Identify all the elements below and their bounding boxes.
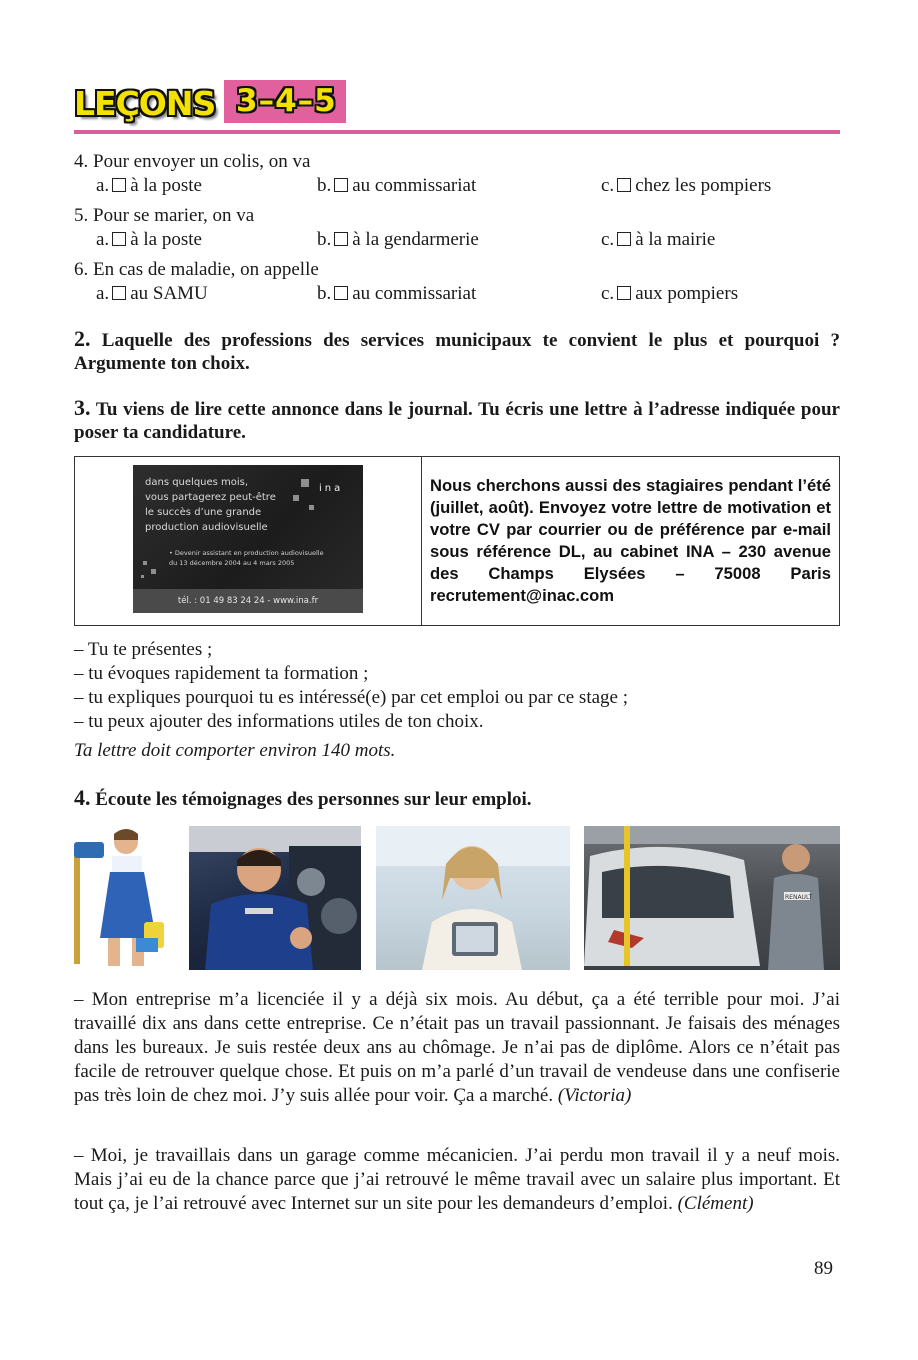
option-a [96,228,202,252]
ad-image-line: le succès d’une grande [145,507,262,518]
pixel-decoration [301,479,309,487]
option-c [601,282,738,306]
task-3 [74,396,840,444]
pixel-decoration [151,569,156,574]
option-c [601,228,715,252]
header-divider [74,130,840,134]
checkbox[interactable] [112,286,126,300]
lesson-numbers: 3–4–5 [236,83,337,119]
ad-image-line: vous partagerez peut-être [145,492,276,503]
checkbox[interactable] [617,286,631,300]
testimony-clement [74,1144,840,1216]
testimony-victoria [74,988,840,1108]
option-text: à la poste [130,229,202,250]
option-text: à la gendarmerie [352,229,479,250]
job-ad-table [74,456,840,626]
car-factory-photo [584,826,840,970]
cleaner-photo [74,826,174,970]
option-text: au commissariat [352,175,477,196]
testimony-speaker: (Clément) [677,1193,754,1214]
lesson-number-box [224,80,346,123]
ad-text: Nous cherchons aussi des stagiaires pendant l’été (juillet, août). Envoyez votre lettre de motivation et votre CV par courrier ou de préférence par e-mail sous référence DL, au cabinet INA – 230 avenue des Champs Elysées – 75008 Paris recrutement@inac.com [430,476,831,605]
mechanic-photo [189,826,361,970]
option-c [601,174,771,198]
page-number: 89 [814,1258,833,1279]
ad-small-text: du 13 décembre 2004 au 4 mars 2005 [169,559,295,567]
option-text: à la poste [130,175,202,196]
ad-footer: tél. : 01 49 83 24 24 - www.ina.fr [133,589,363,613]
checkbox[interactable] [334,286,348,300]
ina-ad-image [133,465,363,613]
table-divider [421,457,422,625]
option-text: au SAMU [130,283,208,304]
question-stem: 5. Pour se marier, on va [74,205,255,226]
option-b [317,174,476,198]
question-stem: 6. En cas de maladie, on appelle [74,259,319,280]
guideline-item: – tu évoques rapidement ta formation ; [74,663,369,684]
task-instruction: Laquelle des professions des services municipaux te convient le plus et pourquoi ? Argumente ton choix. [74,330,840,374]
option-b [317,282,476,306]
option-letter: b. [317,175,332,196]
checkbox[interactable] [617,178,631,192]
lesson-header [74,80,840,136]
guideline-item: – tu peux ajouter des informations utiles de ton choix. [74,711,484,732]
pixel-decoration [293,495,299,501]
option-letter: c. [601,175,615,196]
task-number: 3. [74,395,91,420]
question-stem: 4. Pour envoyer un colis, on va [74,151,311,172]
option-a [96,174,202,198]
option-text: à la mairie [635,229,716,250]
pixel-decoration [143,561,147,565]
ad-small-text: • Devenir assistant en production audiovisuelle [169,549,324,557]
option-letter: a. [96,229,110,250]
option-letter: b. [317,229,332,250]
option-letter: a. [96,283,110,304]
task-number: 4. [74,785,91,810]
testimony-speaker: (Victoria) [557,1085,632,1106]
ina-logo: ina [319,483,344,494]
saleswoman-photo [376,826,570,970]
ad-image-line: production audiovisuelle [145,522,268,533]
checkbox[interactable] [617,232,631,246]
option-text: au commissariat [352,283,477,304]
ad-image-line: dans quelques mois, [145,477,249,488]
pixel-decoration [309,505,314,510]
task-instruction: Écoute les témoignages des personnes sur leur emploi. [95,789,532,810]
testimony-text: – Moi, je travaillais dans un garage comme mécanicien. J’ai perdu mon travail il y a neuf mois. Mais j’ai eu de la chance parce que j’ai retrouvé le même travail avec un salaire plus important. Et tout ça, je l’ai retrouvé avec Internet sur un site pour les demandeurs d’emploi. [74,1145,840,1214]
renault-badge: RENAULT [785,894,813,901]
option-a [96,282,208,306]
option-b [317,228,479,252]
checkbox[interactable] [112,178,126,192]
testimony-text: – Mon entreprise m’a licenciée il y a déjà six mois. Au début, ça a été terrible pour moi. J’ai travaillé dix ans dans cette entreprise. Ce n’était pas un travail passionnant. Je faisais des ménages dans les bureaux. Je suis restée deux ans au chômage. Je n’ai pas de diplôme. Alors ce n’était pas facile de retrouver quelque chose. Et puis on m’a parlé d’un travail de vendeuse dans une confiserie pas très loin de chez moi. J’y suis allée pour voir. Ça a marché. [74,989,840,1106]
option-letter: a. [96,175,110,196]
lessons-label: LEÇONS [74,84,216,123]
option-text: chez les pompiers [635,175,772,196]
guideline-item: – Tu te présentes ; [74,639,213,660]
guideline-item: – tu expliques pourquoi tu es intéressé(e) par cet emploi ou par ce stage ; [74,687,628,708]
task-instruction: Tu viens de lire cette annonce dans le journal. Tu écris une lettre à l’adresse indiquée pour poser ta candidature. [74,399,840,443]
letter-guidelines [74,638,840,734]
option-letter: c. [601,283,615,304]
checkbox[interactable] [112,232,126,246]
option-letter: b. [317,283,332,304]
option-letter: c. [601,229,615,250]
checkbox[interactable] [334,232,348,246]
option-text: aux pompiers [635,283,739,304]
task-2 [74,327,840,375]
checkbox[interactable] [334,178,348,192]
pixel-decoration [141,575,144,578]
task-number: 2. [74,326,91,351]
word-count-note: Ta lettre doit comporter environ 140 mots. [74,740,396,761]
task-4 [74,786,840,811]
